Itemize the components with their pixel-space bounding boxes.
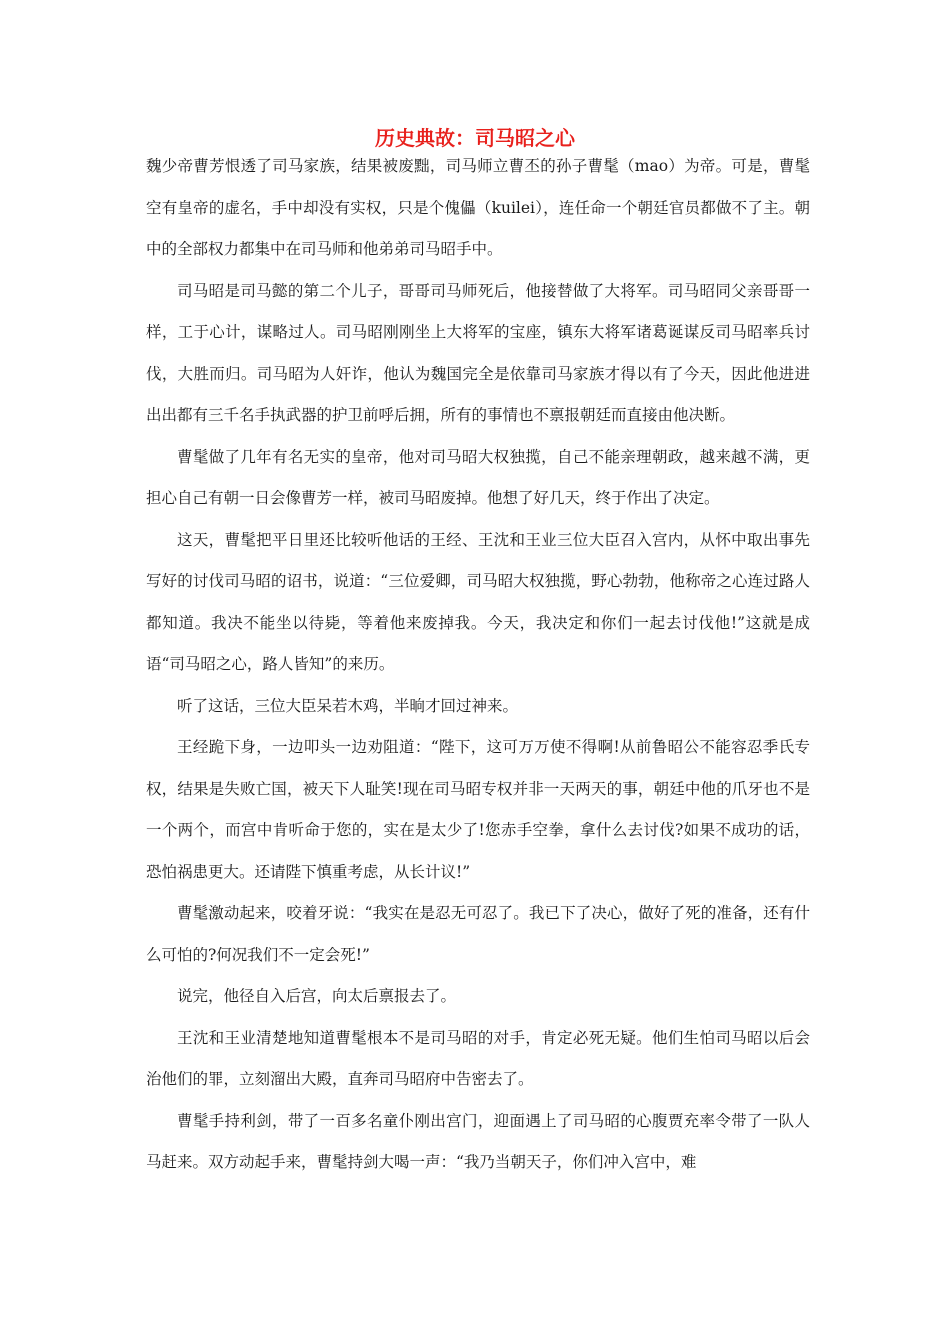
paragraph: 曹髦做了几年有名无实的皇帝，他对司马昭大权独揽，自己不能亲理朝政，越来越不满，更担心自己有朝一日会像曹芳一样，被司马昭废掉。他想了好几天，终于作出了决定。: [146, 447, 810, 507]
paragraph: 王沈和王业清楚地知道曹髦根本不是司马昭的对手，肯定必死无疑。他们生怕司马昭以后会治他们的罪，立刻溜出大殿，直奔司马昭府中告密去了。: [146, 1028, 810, 1088]
paragraph: 这天，曹髦把平日里还比较听他话的王经、王沈和王业三位大臣召入宫内，从怀中取出事先写好的讨伐司马昭的诏书，说道：“三位爱卿，司马昭大权独揽，野心勃勃，他称帝之心连过路人都知道。我决不能坐以待毙，等着他来废掉我。今天，我决定和你们一起去讨伐他!”这就是成语“司马昭之心，路人皆知”的来历。: [146, 530, 810, 673]
document-title: 历史典故：司马昭之心: [375, 126, 575, 150]
document-body: [146, 146, 810, 1184]
paragraph: 听了这话，三位大臣呆若木鸡，半晌才回过神来。: [177, 696, 519, 715]
paragraph: 王经跪下身，一边叩头一边劝阻道：“陛下，这可万万使不得啊!从前鲁昭公不能容忍季氏专权，结果是失败亡国，被天下人耻笑!现在司马昭专权并非一天两天的事，朝廷中他的爪牙也不是一个两个，而宫中肯听命于您的，实在是太少了!您赤手空拳，拿什么去讨伐?如果不成功的话，恐怕祸患更大。还请陛下慎重考虑，从长计议!”: [146, 738, 810, 881]
paragraph: 说完，他径自入后宫，向太后禀报去了。: [177, 987, 457, 1005]
paragraph: 司马昭是司马懿的第二个儿子，哥哥司马师死后，他接替做了大将军。司马昭同父亲哥哥一样，工于心计，谋略过人。司马昭刚刚坐上大将军的宝座，镇东大将军诸葛诞谋反司马昭率兵讨伐，大胜而归。司马昭为人奸诈，他认为魏国完全是依靠司马家族才得以有了今天，因此他进进出出都有三千名手执武器的护卫前呼后拥，所有的事情也不禀报朝廷而直接由他决断。: [146, 281, 810, 424]
paragraph: 曹髦激动起来，咬着牙说：“我实在是忍无可忍了。我已下了决心，做好了死的准备，还有什么可怕的?何况我们不一定会死!”: [146, 904, 810, 964]
paragraph: 魏少帝曹芳恨透了司马家族，结果被废黜，司马师立曹丕的孙子曹髦（mao）为帝。可是，曹髦空有皇帝的虚名，手中却没有实权，只是个傀儡（kuilei），连任命一个朝廷官员都做不了主。朝中的全部权力都集中在司马师和他弟弟司马昭手中。: [146, 157, 810, 258]
paragraph: 曹髦手持利剑，带了一百多名童仆刚出宫门，迎面遇上了司马昭的心腹贾充率令带了一队人马赶来。双方动起手来，曹髦持剑大喝一声：“我乃当朝天子，你们冲入宫中，难: [146, 1111, 810, 1171]
